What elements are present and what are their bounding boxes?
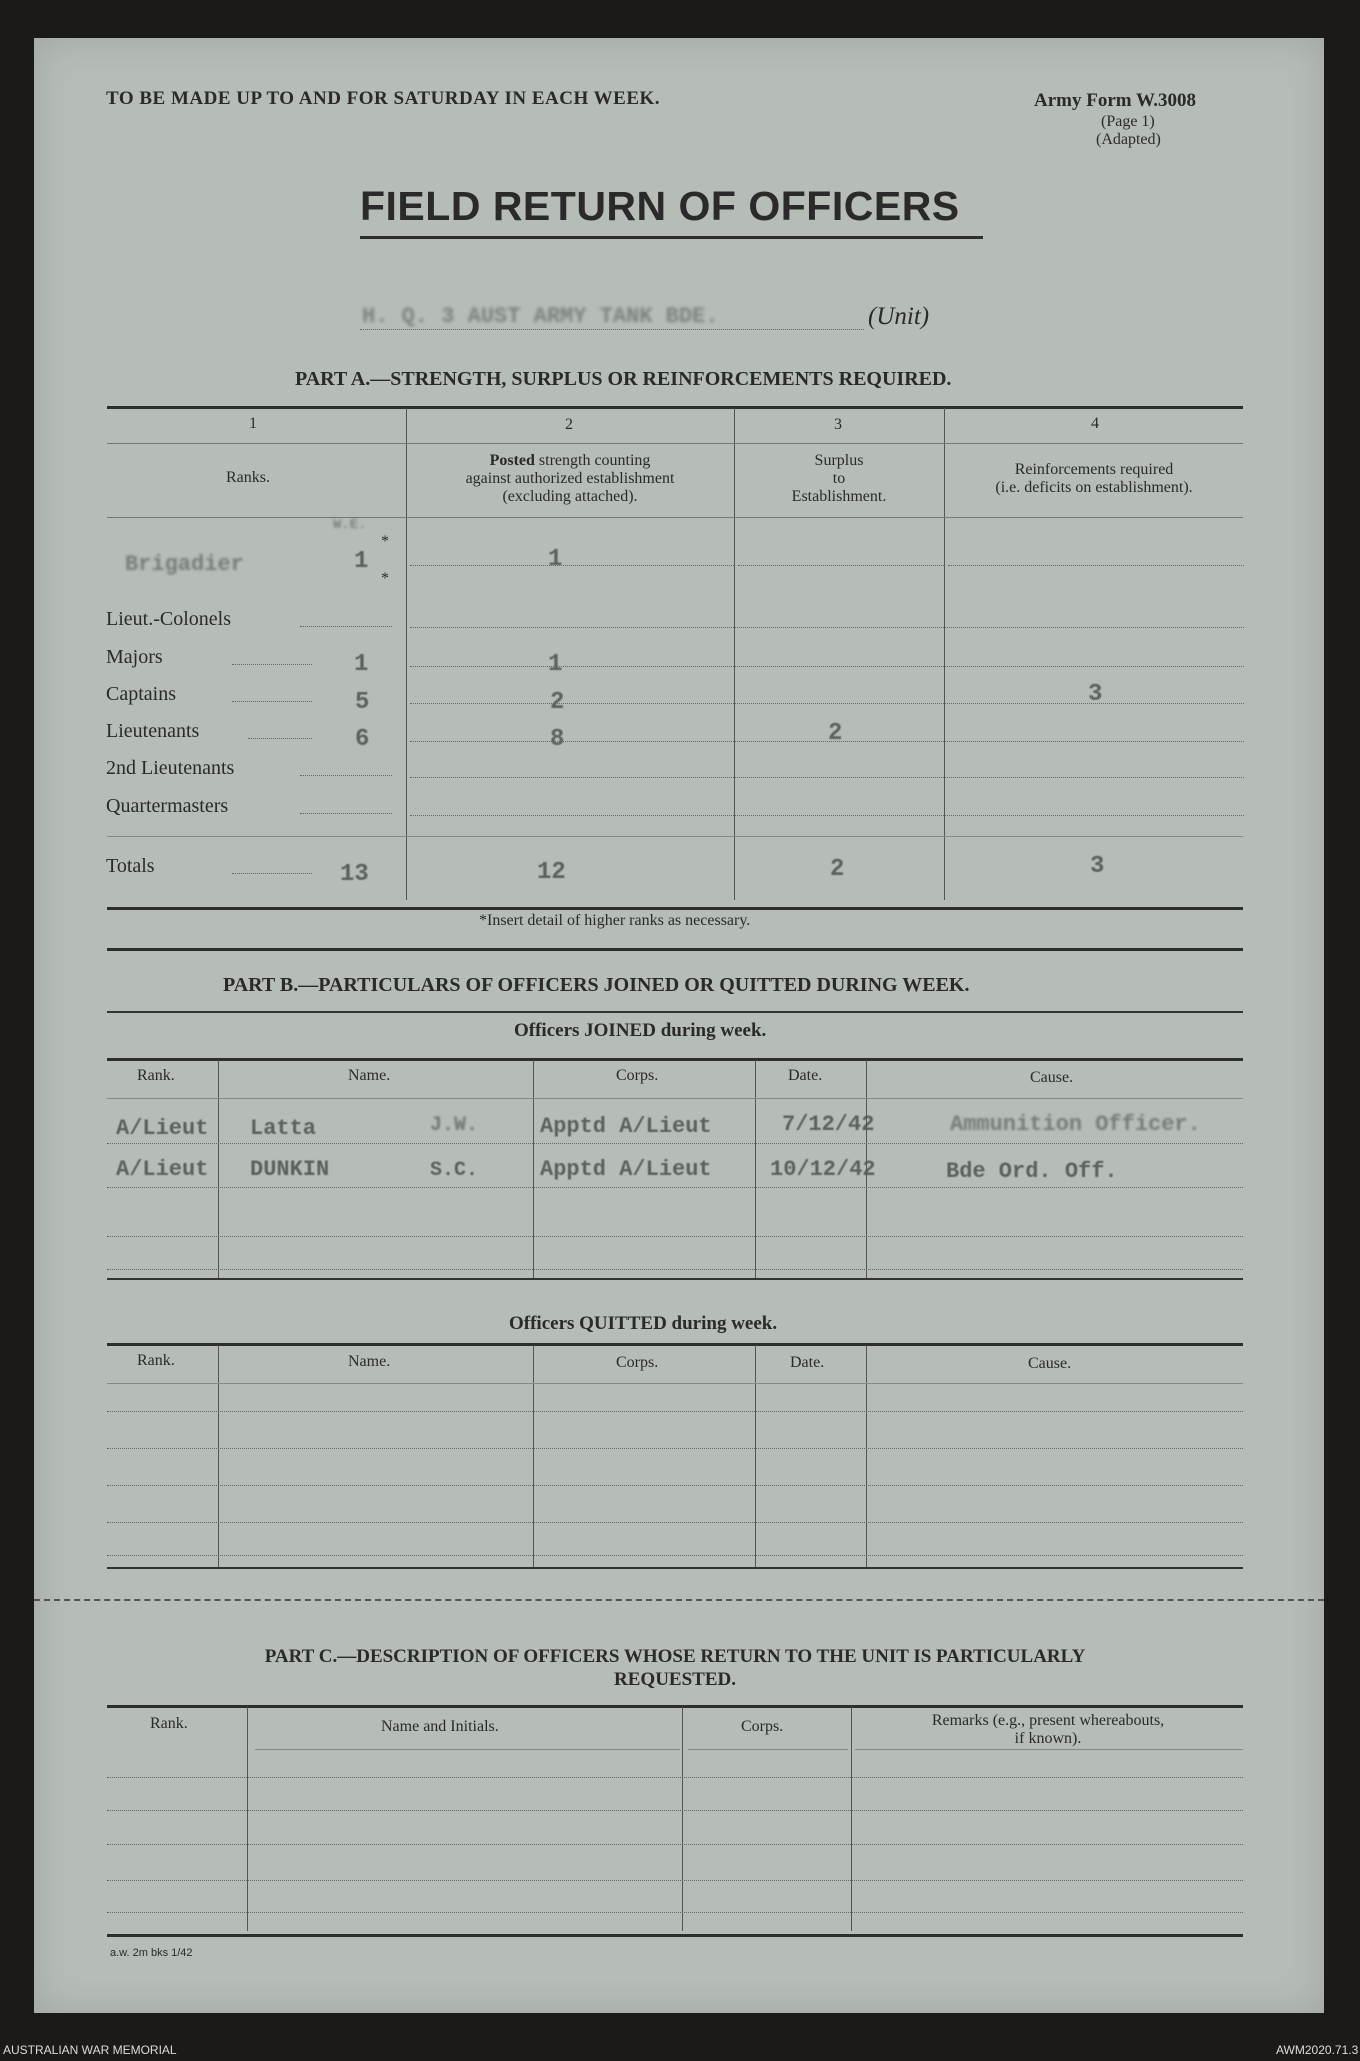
totals-rule [107, 836, 1243, 837]
quitted-row-4-dots [107, 1522, 1243, 1523]
brigadier-establishment: 1 [354, 548, 369, 575]
row-dots-1b [410, 565, 734, 566]
part-c-row-3-dots [107, 1844, 1243, 1845]
captains-reinforcements: 3 [1088, 681, 1103, 708]
part-b-heading: PART B.—PARTICULARS OF OFFICERS JOINED OR QUITTED DURING WEEK. [223, 974, 970, 996]
row-dots-1c [738, 565, 944, 566]
rank-quartermasters: Quartermasters [106, 795, 229, 817]
quitted-header-rule [107, 1383, 1243, 1384]
joined-row-1-corps: Apptd A/Lieut [540, 1114, 712, 1139]
col-header-posted [408, 452, 732, 506]
archive-caption [0, 2040, 1360, 2061]
footnote-asterisk-2: * [381, 570, 389, 587]
quitted-col-rank: Rank. [137, 1352, 175, 1369]
totals-surplus: 2 [830, 856, 845, 883]
row-dots-4 [410, 703, 1244, 704]
joined-top-rule [107, 1058, 1243, 1061]
joined-col-divider-1 [218, 1060, 219, 1278]
part-a-bottom-rule [107, 907, 1243, 910]
joined-col-corps: Corps. [616, 1067, 659, 1084]
unit-dotted-line [360, 329, 864, 330]
we-note: W.E. [333, 517, 367, 533]
part-c-col-name: Name and Initials. [381, 1718, 499, 1735]
joined-row-1-rank: A/Lieut [116, 1116, 209, 1141]
joined-title: Officers JOINED during week. [514, 1020, 767, 1041]
col-header-posted-word: Posted [489, 452, 535, 469]
quitted-col-divider-3 [755, 1345, 756, 1567]
col-header-reinforcements [946, 461, 1242, 497]
rank-2nd-lieutenants: 2nd Lieutenants [106, 757, 235, 779]
row-dots-1d [948, 565, 1244, 566]
quitted-col-corps: Corps. [616, 1354, 659, 1371]
part-a-heading: PART A.—STRENGTH, SURPLUS OR REINFORCEMENTS REQUIRED. [295, 368, 952, 390]
part-c-heading [130, 1645, 1220, 1691]
joined-row-1-name: Latta [250, 1116, 317, 1141]
quitted-col-divider-2 [533, 1345, 534, 1567]
quitted-col-divider-4 [866, 1345, 867, 1567]
totals-reinforcements: 3 [1090, 853, 1105, 880]
print-code: a.w. 2m bks 1/42 [110, 1947, 193, 1959]
part-c-row-5-dots [107, 1912, 1243, 1913]
joined-row-2-initials: S.C. [430, 1159, 479, 1182]
col-header-surplus [736, 452, 942, 506]
part-a-top-rule [107, 406, 1243, 409]
lieutenants-establishment: 6 [355, 726, 370, 753]
part-c-heading-2: REQUESTED. [614, 1669, 736, 1690]
quitted-row-2-dots [107, 1448, 1243, 1449]
joined-row-3-dots [107, 1236, 1243, 1237]
joined-row-2-rank: A/Lieut [116, 1157, 209, 1182]
joined-row-2-dots [107, 1187, 1243, 1188]
col-header-posted-1-rest: strength counting [538, 452, 651, 469]
col-number-1: 1 [249, 415, 257, 432]
part-a-col-divider-1 [406, 408, 407, 900]
title-underline [360, 236, 983, 239]
row-dots-6 [410, 777, 1244, 778]
majors-posted: 1 [548, 651, 563, 678]
part-c-name-header-rule [255, 1749, 680, 1750]
quitted-row-1-dots [107, 1411, 1243, 1412]
part-c-col-remarks-2: if known). [1014, 1730, 1082, 1747]
totals-posted: 12 [537, 859, 566, 886]
col-header-reinf-1: Reinforcements required [1014, 461, 1174, 478]
joined-col-divider-2 [533, 1060, 534, 1278]
form-number: Army Form W.3008 [1034, 90, 1197, 111]
col-header-surplus-2: to [832, 470, 846, 487]
joined-row-1-initials: J.W. [430, 1114, 479, 1137]
joined-row-1-dots [107, 1143, 1243, 1144]
form-adapted: (Adapted) [1096, 131, 1161, 148]
row-dots-7 [410, 815, 1244, 816]
row-dots-2 [410, 627, 1244, 628]
row-dots-6a [300, 775, 392, 776]
part-c-heading-1: PART C.—DESCRIPTION OF OFFICERS WHOSE RETURN TO THE UNIT IS PARTICULARLY [264, 1646, 1086, 1667]
lieutenants-surplus: 2 [828, 720, 843, 747]
quitted-title: Officers QUITTED during week. [509, 1313, 778, 1334]
quitted-col-divider-1 [218, 1345, 219, 1567]
joined-row-4-dots [107, 1269, 1243, 1270]
totals-establishment: 13 [340, 861, 369, 888]
part-c-remarks-header-rule [855, 1749, 1243, 1750]
joined-col-cause: Cause. [1030, 1069, 1074, 1086]
row-dots-4a [232, 701, 312, 702]
unit-label: (Unit) [868, 303, 930, 330]
rank-lieutenants: Lieutenants [106, 720, 200, 742]
footnote: *Insert detail of higher ranks as necessary. [479, 912, 751, 929]
footnote-asterisk-1: * [381, 533, 389, 550]
col-header-posted-2: against authorized establishment [465, 470, 675, 487]
rank-lieut-colonels: Lieut.-Colonels [106, 608, 231, 630]
part-c-col-rank: Rank. [150, 1715, 188, 1732]
part-b-heading-rule [107, 1011, 1243, 1013]
col-number-2: 2 [565, 416, 573, 433]
row-dots-2a [300, 626, 392, 627]
part-c-row-1-dots [107, 1777, 1243, 1778]
joined-bottom-rule [107, 1278, 1243, 1280]
joined-row-2-name: DUNKIN [250, 1157, 330, 1182]
row-dots-3 [410, 666, 1244, 667]
col-header-reinf-2: (i.e. deficits on establishment). [995, 479, 1193, 496]
captains-posted: 2 [550, 689, 565, 716]
row-dots-7a [300, 813, 392, 814]
col-number-rule [107, 443, 1243, 444]
row-dots-5 [410, 741, 1244, 742]
form-instruction: TO BE MADE UP TO AND FOR SATURDAY IN EACH WEEK. [106, 88, 661, 109]
joined-row-2-corps: Apptd A/Lieut [540, 1157, 712, 1182]
quitted-row-5-dots [107, 1555, 1243, 1556]
joined-row-2-cause: Bde Ord. Off. [946, 1159, 1118, 1184]
quitted-top-rule [107, 1343, 1243, 1346]
joined-col-name: Name. [348, 1067, 391, 1084]
lieutenants-posted: 8 [550, 726, 565, 753]
part-c-row-2-dots [107, 1810, 1243, 1811]
rank-captains: Captains [106, 683, 176, 705]
part-c-col-remarks [853, 1712, 1243, 1748]
totals-dots [232, 873, 312, 874]
quitted-col-cause: Cause. [1028, 1355, 1072, 1372]
joined-col-rank: Rank. [137, 1067, 175, 1084]
part-c-top-rule [107, 1705, 1243, 1708]
col-header-rule [107, 517, 1243, 518]
quitted-col-date: Date. [790, 1354, 825, 1371]
archive-reference: AWM2020.71.3 [1276, 2043, 1359, 2057]
joined-row-2-date: 10/12/42 [770, 1157, 876, 1182]
col-header-surplus-3: Establishment. [791, 488, 887, 505]
joined-header-rule [107, 1098, 1243, 1099]
joined-row-1-date: 7/12/42 [782, 1112, 875, 1137]
perforation-line [34, 1599, 1324, 1601]
archive-label: AUSTRALIAN WAR MEMORIAL [3, 2043, 177, 2057]
part-b-top-rule [107, 948, 1243, 951]
row-dots-3a [232, 664, 312, 665]
part-c-corps-header-rule [688, 1749, 848, 1750]
part-c-col-divider-1 [247, 1707, 248, 1931]
brigadier-posted: 1 [548, 546, 563, 573]
part-c-col-corps: Corps. [741, 1718, 784, 1735]
part-c-col-divider-2 [682, 1707, 683, 1931]
joined-col-date: Date. [788, 1067, 823, 1084]
form-page: (Page 1) [1101, 113, 1155, 130]
unit-value: H. Q. 3 AUST ARMY TANK BDE. [362, 304, 719, 329]
part-a-col-divider-3 [944, 408, 945, 900]
col-header-surplus-1: Surplus [814, 452, 864, 469]
quitted-col-name: Name. [348, 1353, 391, 1370]
quitted-row-3-dots [107, 1485, 1243, 1486]
col-header-posted-3: (excluding attached). [502, 488, 638, 505]
majors-establishment: 1 [354, 651, 369, 678]
part-a-col-divider-2 [734, 408, 735, 900]
part-c-col-remarks-1: Remarks (e.g., present whereabouts, [931, 1712, 1165, 1729]
rank-majors: Majors [106, 646, 163, 668]
col-number-3: 3 [834, 416, 842, 433]
quitted-bottom-rule [107, 1567, 1243, 1569]
joined-col-divider-3 [755, 1060, 756, 1278]
col-number-4: 4 [1091, 415, 1099, 432]
part-c-bottom-rule [107, 1934, 1243, 1937]
rank-brigadier: Brigadier [125, 552, 244, 577]
part-c-col-divider-3 [851, 1707, 852, 1931]
totals-label: Totals [106, 855, 155, 877]
page-title: FIELD RETURN OF OFFICERS [360, 183, 960, 229]
col-header-ranks: Ranks. [226, 469, 270, 486]
joined-row-1-cause: Ammunition Officer. [950, 1112, 1201, 1137]
part-c-row-4-dots [107, 1880, 1243, 1881]
captains-establishment: 5 [355, 689, 370, 716]
row-dots-5a [248, 738, 312, 739]
